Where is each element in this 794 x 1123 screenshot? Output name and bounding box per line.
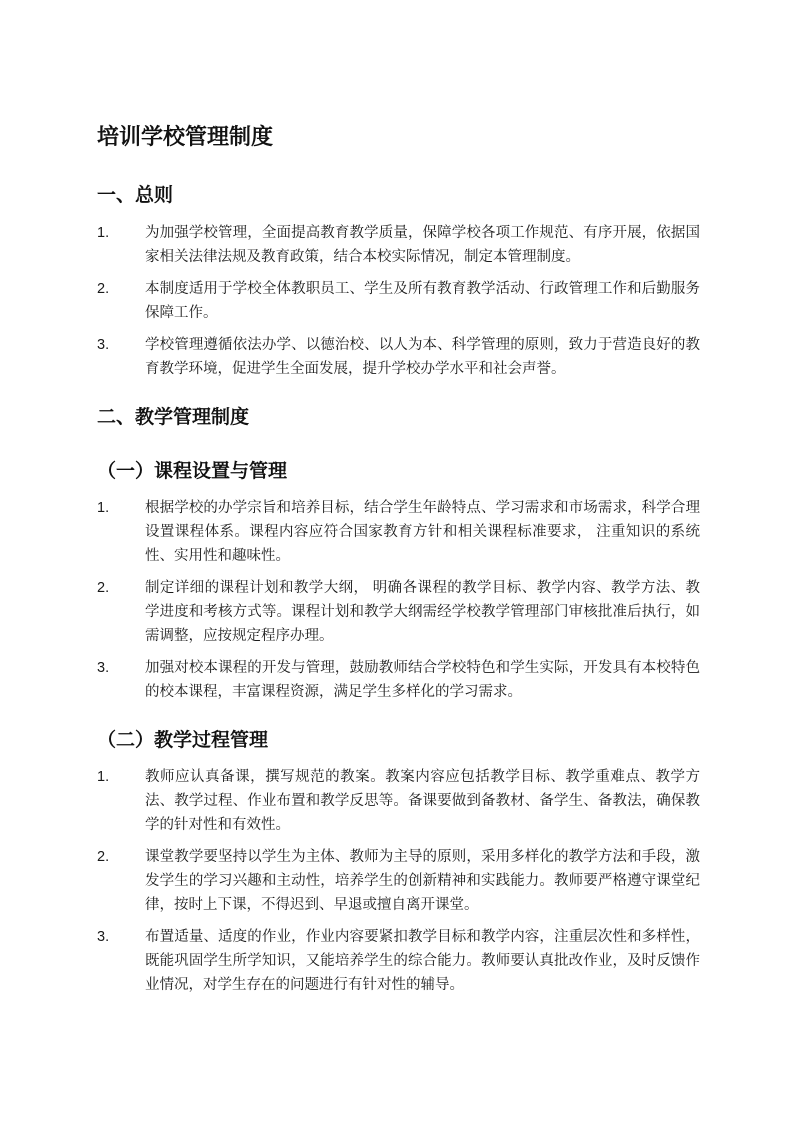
item-number: 2. (97, 281, 110, 297)
section-heading-teaching: 二、教学管理制度 (97, 407, 250, 428)
item-number: 1. (97, 500, 110, 516)
curriculum-list (97, 496, 700, 704)
list-item (97, 277, 700, 325)
list-item (97, 333, 700, 381)
item-number: 2. (97, 849, 110, 865)
item-text: 教师应认真备课，撰写规范的教案。教案内容应包括教学目标、教学重难点、教学方法、教学过程、作业布置和教学反思等。备课要做到备教材、备学生、备教法，确保教学的针对性和有效性。 (145, 769, 700, 833)
list-item (97, 576, 700, 648)
item-text: 本制度适用于学校全体教职员工、学生及所有教育教学活动、行政管理工作和后勤服务保障工作。 (145, 281, 700, 321)
list-item (97, 656, 700, 704)
item-text: 加强对校本课程的开发与管理，鼓励教师结合学校特色和学生实际，开发具有本校特色的校本课程，丰富课程资源，满足学生多样化的学习需求。 (145, 660, 700, 700)
item-text: 布置适量、适度的作业，作业内容要紧扣教学目标和教学内容，注重层次性和多样性，既能巩固学生所学知识，又能培养学生的综合能力。教师要认真批改作业，及时反馈作业情况，对学生存在的问题进行有针对性的辅导。 (145, 929, 700, 993)
process-list (97, 765, 700, 997)
list-item (97, 845, 700, 917)
item-text: 制定详细的课程计划和教学大纲， 明确各课程的教学目标、教学内容、教学方法、教学进度和考核方式等。课程计划和教学大纲需经学校教学管理部门审核批准后执行，如需调整，应按规定程序办理。 (145, 580, 700, 644)
document-title: 培训学校管理制度 (97, 124, 274, 149)
item-number: 3. (97, 929, 110, 945)
item-text: 为加强学校管理，全面提高教育教学质量，保障学校各项工作规范、有序开展，依据国家相关法律法规及教育政策，结合本校实际情况，制定本管理制度。 (145, 225, 700, 265)
item-text: 课堂教学要坚持以学生为主体、教师为主导的原则，采用多样化的教学方法和手段，激发学生的学习兴趣和主动性，培养学生的创新精神和实践能力。教师要严格遵守课堂纪律，按时上下课，不得迟到、早退或擅自离开课堂。 (145, 849, 700, 913)
subsection-heading-process: （二）教学过程管理 (97, 730, 269, 751)
subsection-heading-curriculum: （一）课程设置与管理 (97, 461, 288, 482)
section-heading-general: 一、总则 (97, 185, 174, 206)
item-text: 根据学校的办学宗旨和培养目标，结合学生年龄特点、学习需求和市场需求，科学合理设置课程体系。课程内容应符合国家教育方针和相关课程标准要求， 注重知识的系统性、实用性和趣味性。 (145, 500, 700, 564)
item-number: 1. (97, 225, 110, 241)
item-text: 学校管理遵循依法办学、以德治校、以人为本、科学管理的原则，致力于营造良好的教育教学环境，促进学生全面发展，提升学校办学水平和社会声誉。 (145, 337, 700, 377)
item-number: 1. (97, 769, 110, 785)
list-item (97, 496, 700, 568)
list-item (97, 765, 700, 837)
item-number: 3. (97, 660, 110, 676)
item-number: 3. (97, 337, 110, 353)
item-number: 2. (97, 580, 110, 596)
general-list (97, 221, 700, 381)
list-item (97, 925, 700, 997)
document-content (97, 122, 700, 997)
list-item (97, 221, 700, 269)
